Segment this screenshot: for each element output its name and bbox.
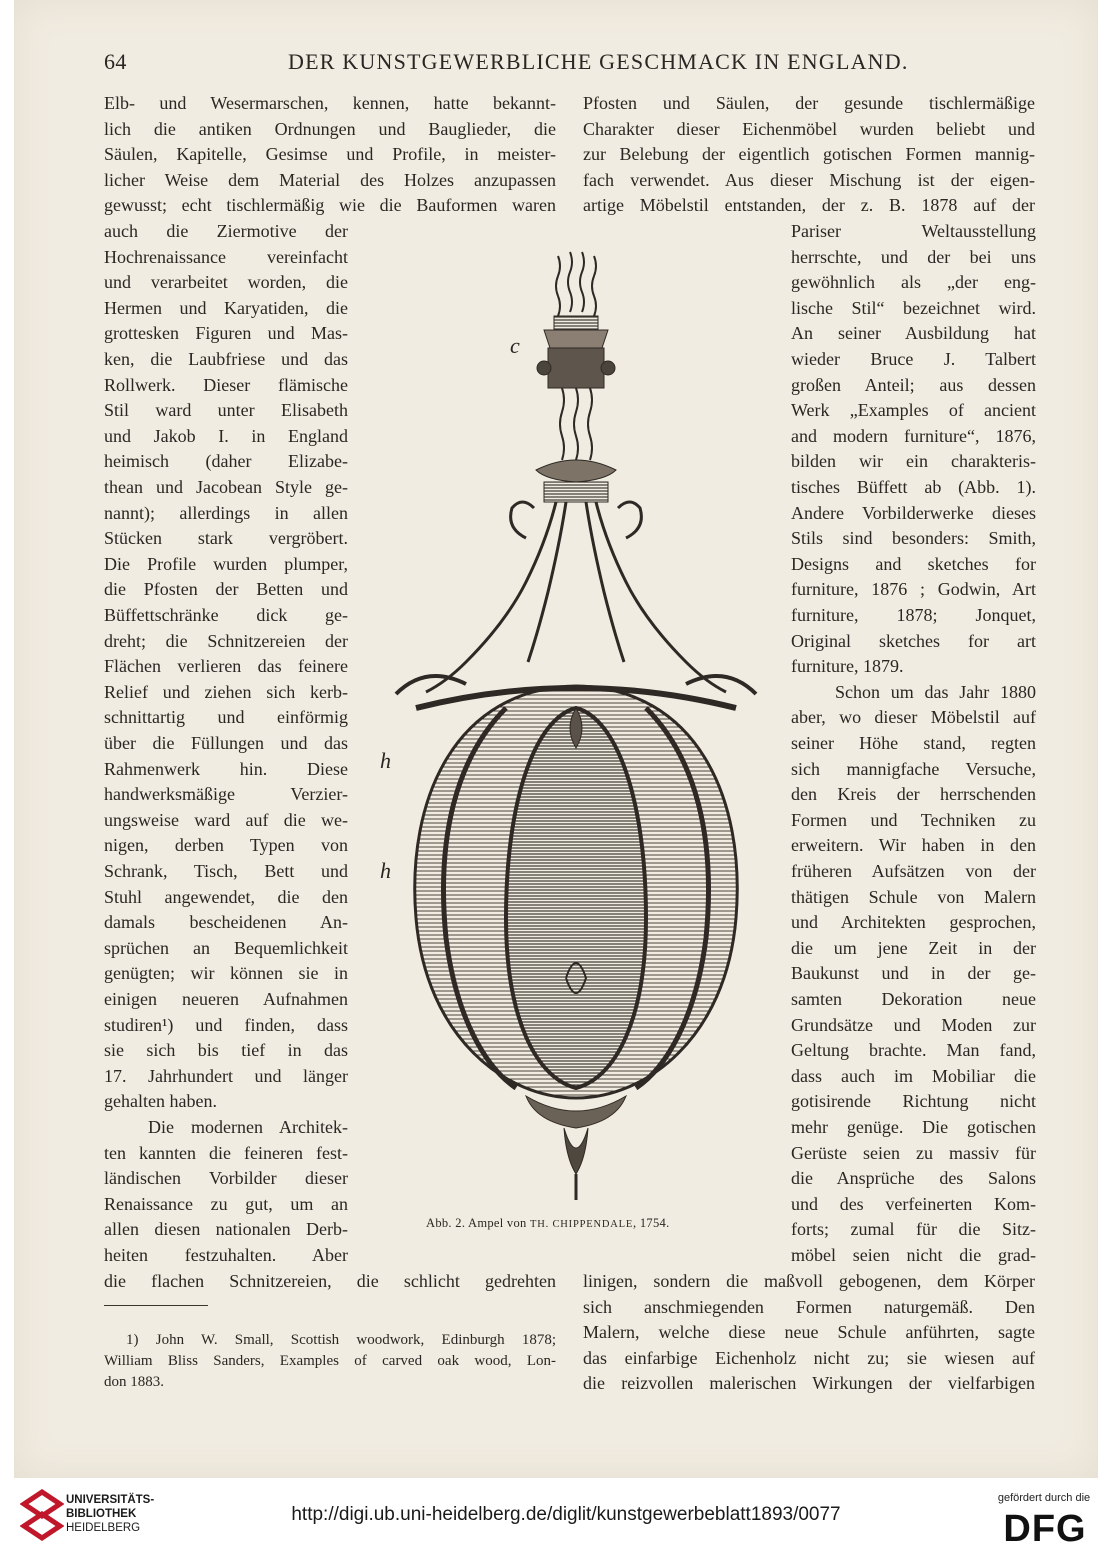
text-line: herrschte, und der bei uns bbox=[791, 246, 1036, 267]
lantern-crown bbox=[537, 316, 615, 388]
text-line: heiten festzuhalten. Aber bbox=[104, 1245, 348, 1265]
text-line: linigen, sondern die maßvoll gebogenen, dem Körper bbox=[583, 1271, 1035, 1291]
text-line: Werk „Examples of ancient bbox=[791, 400, 1036, 421]
caption-year: , 1754. bbox=[633, 1216, 670, 1230]
text-line: großen Anteil; aus dessen bbox=[791, 374, 1036, 395]
text-line: Pfosten und Säulen, der gesunde tischlermäßige bbox=[583, 93, 1035, 113]
text-line: Charakter dieser Eichenmöbel wurden beliebt und bbox=[583, 118, 1035, 139]
text-line: gewöhnlich als „der eng- bbox=[791, 272, 1036, 293]
text-line: die flachen Schnitzereien, die schlicht gedrehten bbox=[104, 1271, 556, 1291]
text-line: and modern furniture“, 1876, bbox=[791, 425, 1036, 446]
text-line: die Ansprüche des Salons bbox=[791, 1168, 1036, 1189]
text-line: Grundsätze und Moden zur bbox=[791, 1014, 1036, 1035]
figure-label-h-lower: h bbox=[380, 858, 391, 883]
figure-label-h-upper: h bbox=[380, 748, 391, 773]
text-line: Stils sind besonders: Smith, bbox=[791, 528, 1036, 549]
text-line: sich mannigfache Versuche, bbox=[791, 758, 1036, 779]
text-line: die reizvollen malerischen Wirkungen der vielfarbigen bbox=[583, 1373, 1035, 1394]
text-line: Geltung brachte. Man fand, bbox=[791, 1040, 1036, 1061]
text-line: bilden wir ein charakteris- bbox=[791, 451, 1036, 472]
running-title: DER KUNSTGEWERBLICHE GESCHMACK IN ENGLAND. bbox=[288, 49, 909, 74]
text-line: 17. Jahrhundert und länger bbox=[104, 1065, 348, 1086]
text-line: Büffettschränke dick ge- bbox=[104, 605, 348, 625]
text-line: wieder Bruce J. Talbert bbox=[791, 349, 1036, 369]
footnote-line: don 1883. bbox=[104, 1374, 164, 1390]
text-line: Pariser Weltausstellung bbox=[791, 221, 1036, 241]
text-line: früheren Aufsätzen von der bbox=[791, 861, 1036, 881]
digitization-footer bbox=[0, 1478, 1112, 1559]
university-library-logo-icon bbox=[20, 1488, 64, 1544]
text-line: fach verwendet. Aus dieser Mischung ist der eigen- bbox=[583, 169, 1035, 190]
text-line: seiner Höhe stand, regten bbox=[791, 733, 1036, 753]
text-line: lich die antiken Ordnungen und Bauglieder, die bbox=[104, 118, 556, 139]
text-line: die Pfosten der Betten und bbox=[104, 579, 348, 600]
lantern-chains bbox=[556, 252, 596, 316]
caption-author: TH. CHIPPENDALE bbox=[530, 1219, 634, 1230]
text-line: Baukunst und in der ge- bbox=[791, 963, 1036, 984]
text-line: sich anschmiegenden Formen naturgemäß. Den bbox=[583, 1296, 1035, 1317]
text-line: und Jakob I. in England bbox=[104, 425, 348, 446]
text-line: das einfarbige Eichenholz nicht zu; sie wiesen auf bbox=[583, 1347, 1035, 1368]
text-line: mehr genüge. Die gotischen bbox=[791, 1117, 1036, 1137]
caption-prefix: Abb. 2. Ampel von bbox=[426, 1216, 527, 1230]
text-line: nannt); allerdings in allen bbox=[104, 502, 348, 523]
library-line-3: HEIDELBERG bbox=[66, 1522, 141, 1534]
text-line: Stil ward unter Elisabeth bbox=[104, 400, 348, 421]
dfg-logo: DFG bbox=[1003, 1508, 1087, 1550]
text-line: artige Möbelstil entstanden, der z. B. 1878 auf der bbox=[583, 195, 1035, 216]
text-line: und des verfeinerten Kom- bbox=[791, 1193, 1036, 1214]
text-line: furniture, 1878; Jonquet, bbox=[791, 605, 1036, 625]
text-line: schnittartig und einförmig bbox=[104, 707, 348, 728]
footnote-rule bbox=[104, 1305, 208, 1306]
text-line: aber, wo dieser Möbelstil auf bbox=[791, 707, 1036, 728]
text-line: erweitern. Wir haben in den bbox=[791, 835, 1036, 856]
text-line: licher Weise dem Material des Holzes anzupassen bbox=[104, 169, 556, 190]
text-line: damals bescheidenen An- bbox=[104, 912, 348, 933]
text-line: gewusst; echt tischlermäßig wie die Bauformen waren bbox=[104, 195, 556, 216]
library-line-1: UNIVERSITÄTS- bbox=[66, 1494, 155, 1506]
sponsor-text: gefördert durch die bbox=[997, 1492, 1091, 1504]
text-line: thätigen Schule von Malern bbox=[791, 886, 1036, 907]
page-number: 64 bbox=[104, 49, 127, 74]
footnote-line: 1) John W. Small, Scottish woodwork, Edinburgh 1878; bbox=[126, 1332, 556, 1348]
text-line: studiren¹) und finden, dass bbox=[104, 1014, 348, 1035]
text-line: ten kannten die feineren fest- bbox=[104, 1142, 348, 1163]
text-line: thean und Jacobean Style ge- bbox=[104, 477, 348, 497]
library-name bbox=[66, 1493, 186, 1535]
text-line: Hermen und Karyatiden, die bbox=[104, 297, 348, 318]
text-line: Renaissance zu gut, um an bbox=[104, 1193, 348, 1214]
figure-caption bbox=[426, 1216, 736, 1234]
text-line: genügten; wir können sie in bbox=[104, 963, 348, 984]
text-line: heimisch (daher Elizabe- bbox=[104, 451, 348, 472]
lantern-finial bbox=[526, 1096, 626, 1200]
text-line: Gerüste seien zu massiv für bbox=[791, 1142, 1036, 1163]
text-line: Schon um das Jahr 1880 bbox=[835, 681, 1036, 702]
permalink[interactable]: http://digi.ub.uni-heidelberg.de/diglit/kunstgewerbeblatt1893/0077 bbox=[291, 1504, 841, 1525]
footnote-line: William Bliss Sanders, Examples of carved oak wood, Lon- bbox=[104, 1353, 556, 1369]
text-line: einigen neueren Aufnahmen bbox=[104, 989, 348, 1009]
text-line: Elb- und Wesermarschen, kennen, hatte bekannt- bbox=[104, 93, 556, 113]
text-line: lische Stil“ bezeichnet wird. bbox=[791, 297, 1036, 318]
lantern-stem bbox=[560, 388, 592, 460]
text-line: An seiner Ausbildung hat bbox=[791, 323, 1036, 344]
text-line: ländischen Vorbilder dieser bbox=[104, 1168, 348, 1189]
text-line: Malern, welche diese neue Schule anführten, sagte bbox=[583, 1322, 1035, 1343]
text-line: Formen und Techniken zu bbox=[791, 809, 1036, 830]
text-line: grottesken Figuren und Mas- bbox=[104, 323, 348, 344]
figure-hanging-lantern bbox=[376, 238, 776, 1213]
text-line: über die Füllungen und das bbox=[104, 733, 348, 753]
text-line: Flächen verlieren das feinere bbox=[104, 656, 348, 677]
text-line: Stücken stark vergröbert. bbox=[104, 528, 348, 549]
text-line: und verarbeitet worden, die bbox=[104, 272, 348, 293]
text-line: gotisirende Richtung nicht bbox=[791, 1091, 1036, 1112]
text-line: den Kreis der herrschenden bbox=[791, 784, 1036, 805]
figure-label-c: c bbox=[510, 333, 520, 358]
text-line: Die modernen Architek- bbox=[148, 1117, 348, 1137]
text-line: sprüchen an Bequemlichkeit bbox=[104, 937, 348, 958]
text-line: möbel seien nicht die grad- bbox=[791, 1245, 1036, 1265]
text-line: dass auch im Mobiliar die bbox=[791, 1065, 1036, 1086]
text-line: Hochrenaissance vereinfacht bbox=[104, 246, 348, 267]
lantern-body bbox=[396, 676, 756, 1098]
text-line: Original sketches for art bbox=[791, 630, 1036, 651]
text-line: dreht; die Schnitzereien der bbox=[104, 630, 348, 651]
text-line: tisches Büffett ab (Abb. 1). bbox=[791, 477, 1036, 497]
text-line: furniture, 1876 ; Godwin, Art bbox=[791, 579, 1036, 600]
text-line: forts; zumal für die Sitz- bbox=[791, 1219, 1036, 1240]
text-line: auch die Ziermotive der bbox=[104, 221, 348, 241]
text-line: gehalten haben. bbox=[104, 1091, 217, 1112]
text-line: Stuhl angewendet, die den bbox=[104, 886, 348, 907]
text-line: die um jene Zeit in der bbox=[791, 937, 1036, 958]
text-line: und Architekten gesprochen, bbox=[791, 912, 1036, 933]
text-line: zur Belebung der eigentlich gotischen Formen mannig- bbox=[583, 144, 1035, 165]
text-line: Schrank, Tisch, Bett und bbox=[104, 861, 348, 881]
running-head bbox=[104, 49, 1040, 77]
text-line: Designs and sketches for bbox=[791, 553, 1036, 574]
text-line: allen diesen nationalen Derb- bbox=[104, 1219, 348, 1240]
text-line: Rahmenwerk hin. Diese bbox=[104, 758, 348, 779]
text-line: ungsweise ward auf die we- bbox=[104, 809, 348, 830]
text-line: Relief und ziehen sich kerb- bbox=[104, 681, 348, 702]
text-line: Säulen, Kapitelle, Gesimse und Profile, in meister- bbox=[104, 144, 556, 165]
text-line: nigen, derben Typen von bbox=[104, 835, 348, 856]
text-line: sie sich bis tief in das bbox=[104, 1040, 348, 1061]
library-line-2: BIBLIOTHEK bbox=[66, 1508, 137, 1520]
text-line: Andere Vorbilderwerke dieses bbox=[791, 502, 1036, 523]
text-line: samten Dekoration neue bbox=[791, 989, 1036, 1009]
text-line: Rollwerk. Dieser flämische bbox=[104, 374, 348, 395]
text-line: ken, die Laubfriese und das bbox=[104, 349, 348, 369]
lantern-scroll-arms bbox=[426, 502, 726, 692]
text-line: furniture, 1879. bbox=[791, 656, 904, 677]
lantern-collar bbox=[536, 460, 616, 502]
text-line: handwerksmäßige Verzier- bbox=[104, 784, 348, 805]
text-line: Die Profile wurden plumper, bbox=[104, 553, 348, 574]
